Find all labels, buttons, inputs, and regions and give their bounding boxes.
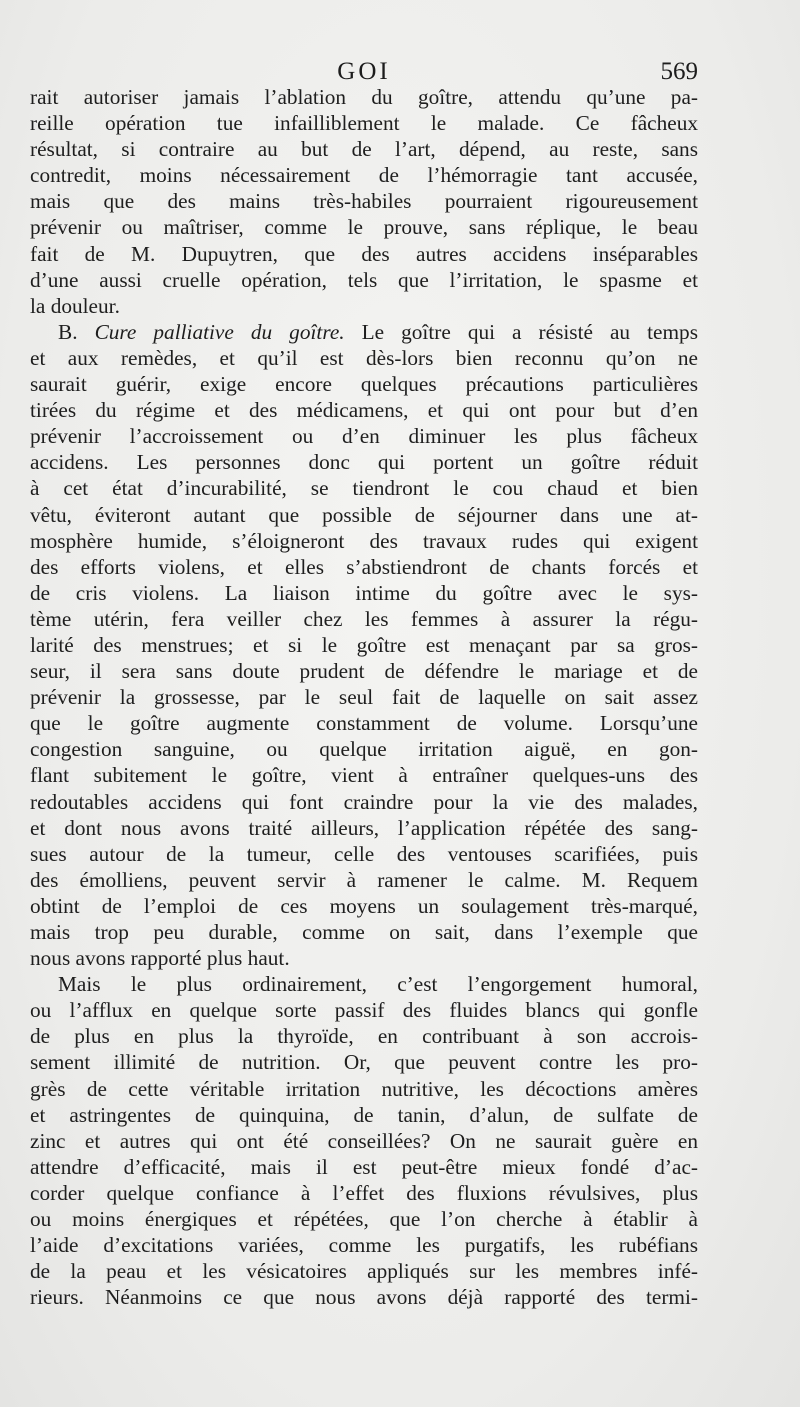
section-label: B. [58, 319, 78, 344]
text-line: et aux remèdes, et qu’il est dès-lors bien reconnu qu’on ne [30, 345, 698, 370]
text-line: attendre d’efficacité, mais il est peut-être mieux fondé d’ac- [30, 1154, 698, 1179]
text-line: zinc et autres qui ont été conseillées? On ne saurait guère en [30, 1128, 698, 1153]
text-line: corder quelque confiance à l’effet des fluxions révulsives, plus [30, 1180, 698, 1205]
text-line: prévenir la grossesse, par le seul fait de laquelle on sait assez [30, 685, 698, 710]
text-line: Mais le plus ordinairement, c’est l’engorgement humoral, [58, 972, 698, 997]
text-line: obtint de l’emploi de ces moyens un soulagement très-marqué, [30, 893, 698, 918]
text-line-continuation: Le goître qui a résisté au temps [361, 319, 698, 344]
text-line: larité des menstrues; et si le goître est menaçant par sa gros- [30, 632, 698, 657]
text-line: tirées du régime et des médicamens, et qui ont pour but d’en [30, 398, 698, 423]
text-line: des émolliens, peuvent servir à ramener le calme. M. Requem [30, 867, 698, 892]
text-line-with-heading [30, 319, 698, 345]
text-line: résultat, si contraire au but de l’art, dépend, au reste, sans [30, 137, 698, 162]
text-line: seur, il sera sans doute prudent de défendre le mariage et de [30, 659, 698, 684]
text-line: nous avons rapporté plus haut. [30, 946, 290, 971]
paragraph-2 [30, 319, 698, 971]
text-line: tème utérin, fera veiller chez les femmes à assurer la régu- [30, 606, 698, 631]
text-line: à cet état d’incurabilité, se tiendront le cou chaud et bien [30, 476, 698, 501]
text-line: mais trop peu durable, comme on sait, dans l’exemple que [30, 920, 698, 944]
text-line: prévenir l’accroissement ou d’en diminuer les plus fâcheux [30, 424, 698, 449]
text-line: saurait guérir, exige encore quelques précautions particulières [30, 372, 698, 397]
text-line: mosphère humide, s’éloigneront des travaux rudes qui exigent [30, 528, 698, 553]
text-line: des efforts violens, et elles s’abstiendront de chants forcés et [30, 554, 698, 579]
text-line: contredit, moins nécessairement de l’hémorragie tant accusée, [30, 163, 698, 188]
text-line: rait autoriser jamais l’ablation du goître, attendu qu’une pa- [30, 85, 698, 109]
text-line: d’une aussi cruelle opération, tels que l’irritation, le spasme et [30, 267, 698, 292]
text-line: et dont nous avons traité ailleurs, l’application répétée des sang- [30, 815, 698, 840]
text-line: vêtu, éviteront autant que possible de séjourner dans une at- [30, 502, 698, 527]
text-line: la douleur. [30, 293, 120, 318]
body-text [30, 84, 698, 1310]
text-line: et astringentes de quinquina, de tanin, d’alun, de sulfate de [30, 1102, 698, 1127]
text-line: accidens. Les personnes donc qui portent un goître réduit [30, 450, 698, 475]
text-line: de cris violens. La liaison intime du goître avec le sys- [30, 580, 698, 605]
running-head: GOI [337, 58, 391, 85]
text-line: ou moins énergiques et répétées, que l’on cherche à établir à [30, 1207, 698, 1232]
text-line: flant subitement le goître, vient à entraîner quelques-uns des [30, 763, 698, 788]
text-line: que le goître augmente constamment de volume. Lorsqu’une [30, 711, 698, 736]
text-line: grès de cette véritable irritation nutritive, les décoctions amères [30, 1076, 698, 1101]
text-line: fait de M. Dupuytren, que des autres accidens inséparables [30, 241, 698, 266]
text-line: congestion sanguine, ou quelque irritation aiguë, en gon- [30, 737, 698, 762]
text-line: reille opération tue infailliblement le malade. Ce fâcheux [30, 111, 698, 136]
text-line: redoutables accidens qui font craindre pour la vie des malades, [30, 789, 698, 814]
text-line: de plus en plus la thyroïde, en contribuant à son accrois- [30, 1024, 698, 1049]
text-line: rieurs. Néanmoins ce que nous avons déjà rapporté des termi- [30, 1285, 698, 1310]
text-line: sement illimité de nutrition. Or, que peuvent contre les pro- [30, 1050, 698, 1075]
paragraph-1 [30, 84, 698, 319]
page-number: 569 [660, 58, 698, 85]
text-line: de la peau et les vésicatoires appliqués sur les membres infé- [30, 1259, 698, 1284]
text-line: sues autour de la tumeur, celle des ventouses scarifiées, puis [30, 841, 698, 866]
text-line: l’aide d’excitations variées, comme les purgatifs, les rubéfians [30, 1233, 698, 1258]
text-line: ou l’afflux en quelque sorte passif des fluides blancs qui gonfle [30, 998, 698, 1023]
text-line: prévenir ou maîtriser, comme le prouve, sans réplique, le beau [30, 215, 698, 240]
section-heading: Cure palliative du goître. [94, 319, 345, 344]
text-line: mais que des mains très-habiles pourraient rigoureusement [30, 189, 698, 214]
paragraph-3 [30, 971, 698, 1310]
